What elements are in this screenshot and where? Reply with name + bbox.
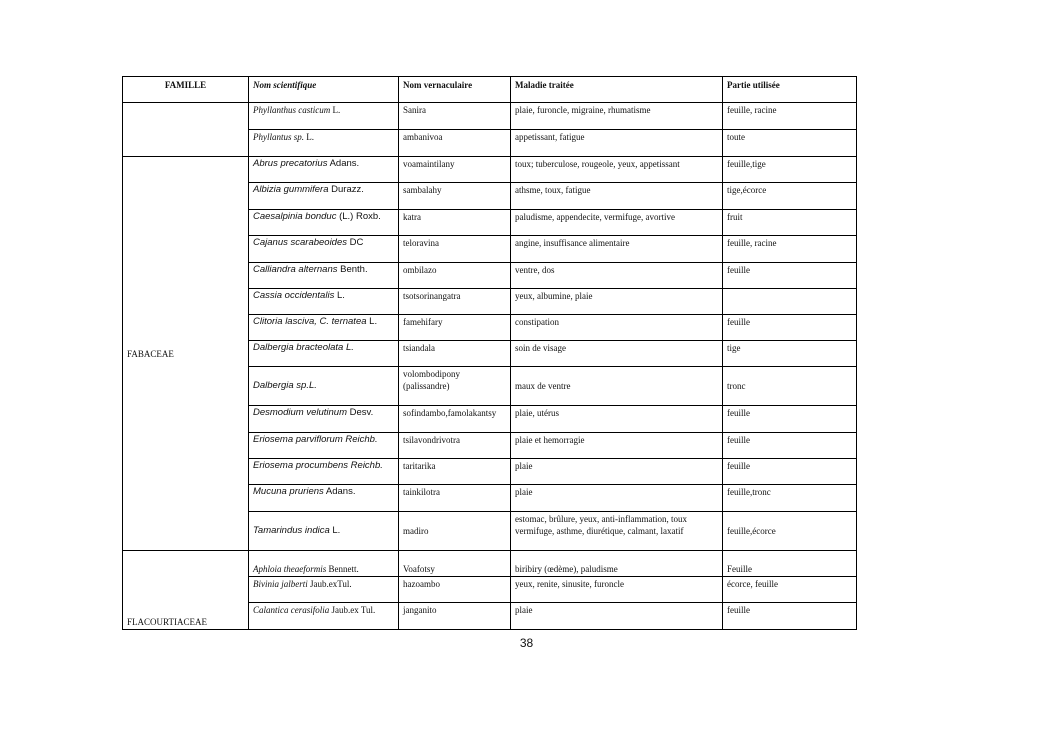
table-row: [123, 551, 857, 577]
vern-name: taritarika: [399, 459, 511, 485]
maladie: paludisme, appendecite, vermifuge, avortive: [511, 210, 723, 236]
vern-name: Voafotsy: [399, 551, 511, 577]
family-cell-flacourtiaceae: FLACOURTIACEAE: [123, 551, 249, 630]
maladie: athsme, toux, fatigue: [511, 183, 723, 210]
maladie: soin de visage: [511, 341, 723, 367]
sci-name: Desmodium velutinum Desv.: [249, 406, 399, 433]
partie: [723, 289, 857, 315]
sci-name: Albizia gummifera Durazz.: [249, 183, 399, 210]
vern-name: tsotsorinangatra: [399, 289, 511, 315]
partie: Feuille: [723, 551, 857, 577]
sci-name: Eriosema parviflorum Reichb.: [249, 433, 399, 459]
table-row: [123, 157, 857, 183]
maladie: yeux, renite, sinusite, furoncle: [511, 577, 723, 603]
partie: tige,écorce: [723, 183, 857, 210]
sci-name: Mucuna pruriens Adans.: [249, 485, 399, 512]
maladie: plaie: [511, 459, 723, 485]
partie: tronc: [723, 367, 857, 406]
partie: feuille: [723, 263, 857, 289]
vern-name: volombodipony (palissandre): [399, 367, 511, 406]
family-cell-empty: [123, 103, 249, 157]
header-maladie: Maladie traitée: [511, 77, 723, 103]
vern-name: ambanivoa: [399, 130, 511, 157]
sci-name: Calantica cerasifolia Jaub.ex Tul.: [249, 603, 399, 630]
partie: feuille: [723, 433, 857, 459]
maladie: angine, insuffisance alimentaire: [511, 236, 723, 263]
header-famille: FAMILLE: [123, 77, 249, 103]
vern-name: madiro: [399, 512, 511, 551]
header-nom-vernaculaire: Nom vernaculaire: [399, 77, 511, 103]
partie: feuille,écorce: [723, 512, 857, 551]
partie: tige: [723, 341, 857, 367]
maladie: constipation: [511, 315, 723, 341]
vern-name: janganito: [399, 603, 511, 630]
vern-name: sambalahy: [399, 183, 511, 210]
sci-name: Clitoria lasciva, C. ternatea L.: [249, 315, 399, 341]
partie: feuille,tronc: [723, 485, 857, 512]
sci-name: Tamarindus indica L.: [249, 512, 399, 551]
sci-name: Cassia occidentalis L.: [249, 289, 399, 315]
family-cell-fabaceae: FABACEAE: [123, 157, 249, 551]
vern-name: Sanira: [399, 103, 511, 130]
maladie: ventre, dos: [511, 263, 723, 289]
maladie: plaie: [511, 603, 723, 630]
table-row: [123, 103, 857, 130]
vern-name: katra: [399, 210, 511, 236]
maladie: plaie et hemorragie: [511, 433, 723, 459]
maladie: toux; tuberculose, rougeole, yeux, appetissant: [511, 157, 723, 183]
maladie: plaie: [511, 485, 723, 512]
header-nom-scientifique: Nom scientifique: [249, 77, 399, 103]
maladie: maux de ventre: [511, 367, 723, 406]
header-partie: Partie utilisée: [723, 77, 857, 103]
maladie: biribiry (œdème), paludisme: [511, 551, 723, 577]
plants-table: [122, 76, 857, 630]
sci-name: Cajanus scarabeoides DC: [249, 236, 399, 263]
vern-name: tsiandala: [399, 341, 511, 367]
partie: feuille, racine: [723, 236, 857, 263]
partie: toute: [723, 130, 857, 157]
partie: fruit: [723, 210, 857, 236]
partie: écorce, feuille: [723, 577, 857, 603]
sci-name: Bivinia jalberti Jaub.exTul.: [249, 577, 399, 603]
partie: feuille: [723, 406, 857, 433]
maladie: plaie, furoncle, migraine, rhumatisme: [511, 103, 723, 130]
partie: feuille,tige: [723, 157, 857, 183]
vern-name: tsilavondrivotra: [399, 433, 511, 459]
vern-name: famehifary: [399, 315, 511, 341]
partie: feuille, racine: [723, 103, 857, 130]
vern-name: voamaintilany: [399, 157, 511, 183]
maladie: appetissant, fatigue: [511, 130, 723, 157]
partie: feuille: [723, 315, 857, 341]
vern-name: ombilazo: [399, 263, 511, 289]
sci-name: Phyllantus sp. L.: [249, 130, 399, 157]
sci-name: Dalbergia bracteolata L.: [249, 341, 399, 367]
sci-name: Eriosema procumbens Reichb.: [249, 459, 399, 485]
vern-name: teloravina: [399, 236, 511, 263]
sci-name: Caesalpinia bonduc (L.) Roxb.: [249, 210, 399, 236]
table-header-row: [123, 77, 857, 103]
sci-name: Abrus precatorius Adans.: [249, 157, 399, 183]
sci-name: Aphloia theaeformis Bennett.: [249, 551, 399, 577]
maladie: yeux, albumine, plaie: [511, 289, 723, 315]
vern-name: hazoambo: [399, 577, 511, 603]
sci-name: Dalbergia sp.L.: [249, 367, 399, 406]
partie: feuille: [723, 603, 857, 630]
maladie: plaie, utérus: [511, 406, 723, 433]
sci-name: Phyllanthus casticum L.: [249, 103, 399, 130]
sci-name: Calliandra alternans Benth.: [249, 263, 399, 289]
page-number: 38: [519, 636, 534, 650]
maladie: estomac, brûlure, yeux, anti-inflammation, toux vermifuge, asthme, diurétique, calmant, laxatif: [511, 512, 723, 551]
vern-name: sofindambo,famolakantsy: [399, 406, 511, 433]
vern-name: tainkilotra: [399, 485, 511, 512]
partie: feuille: [723, 459, 857, 485]
